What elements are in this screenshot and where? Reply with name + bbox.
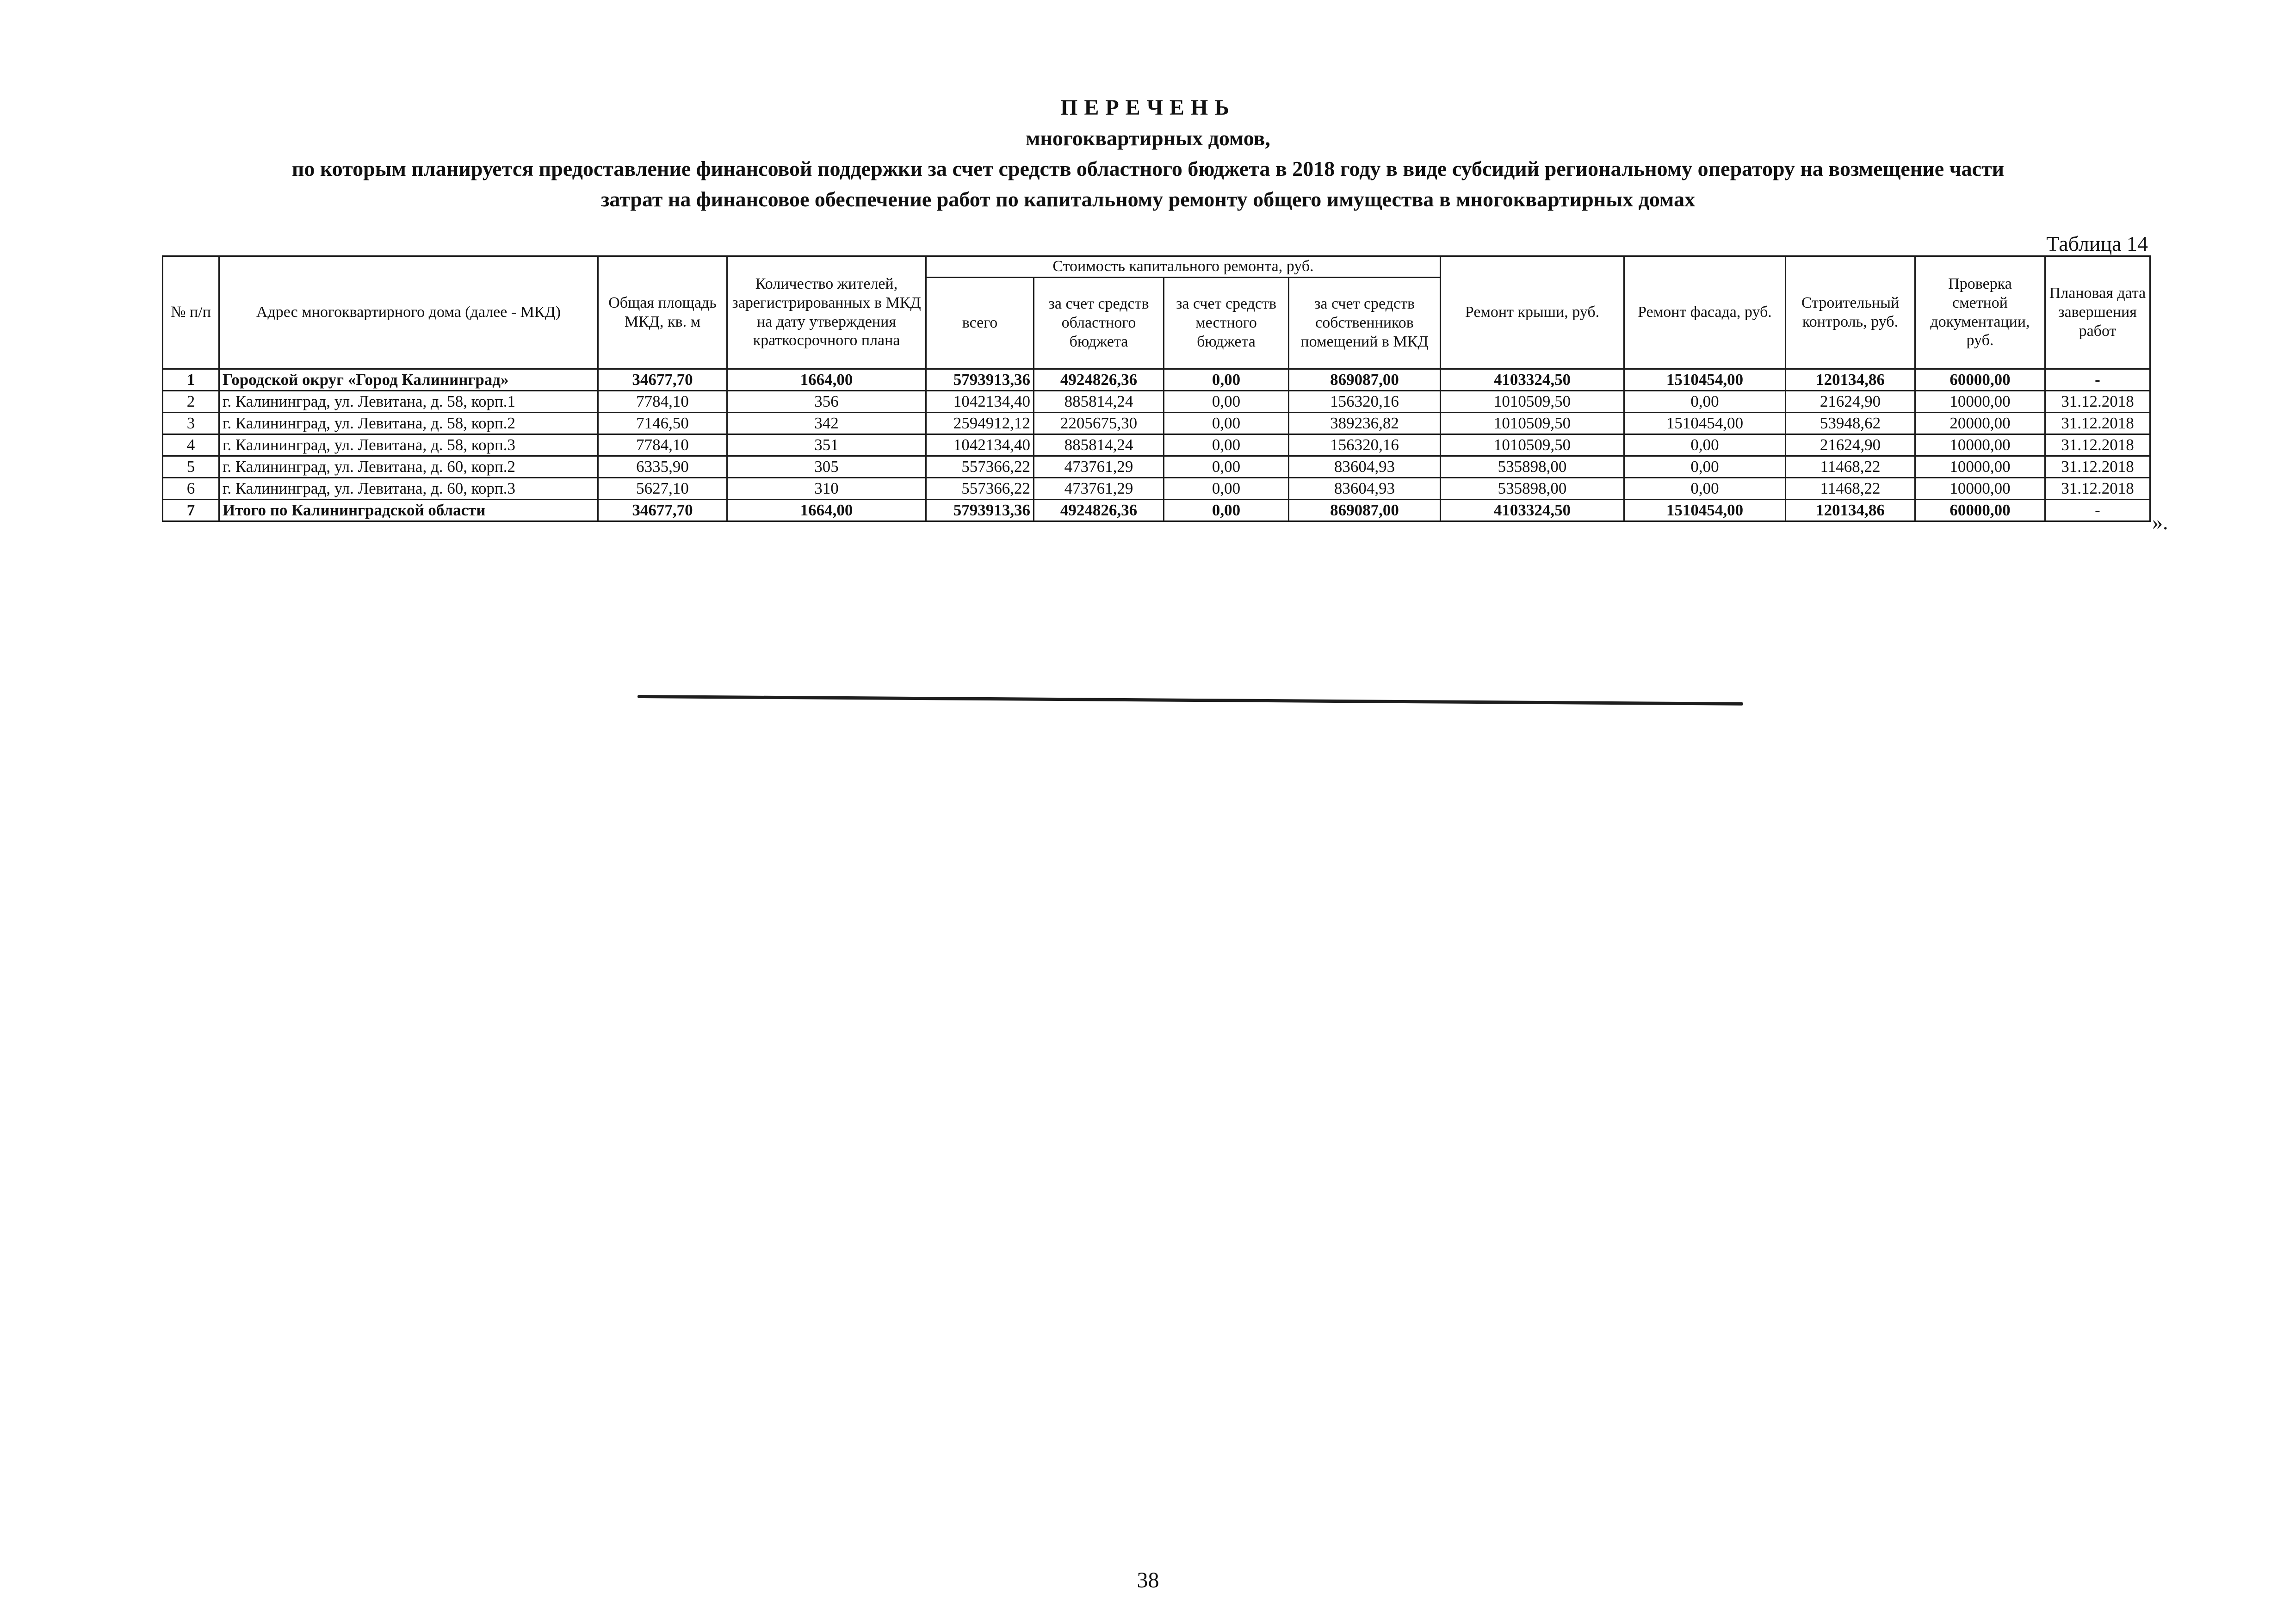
header-estimate: Проверка сметной документации, руб.: [1915, 256, 2045, 369]
table-row: [163, 478, 2150, 500]
cell-area: 7784,10: [598, 391, 727, 413]
cell-completion: 31.12.2018: [2045, 413, 2150, 434]
cell-estimate: 10000,00: [1915, 478, 2045, 500]
cell-control: 11468,22: [1786, 456, 1915, 478]
document-description-line2: затрат на финансовое обеспечение работ по капитальному ремонту общего имущества в многоквартирных домах: [600, 187, 1696, 211]
header-cost-group: Стоимость капитального ремонта, руб.: [926, 256, 1441, 278]
table-row: [163, 434, 2150, 456]
header-roof: Ремонт крыши, руб.: [1441, 256, 1624, 369]
cell-num: 4: [163, 434, 219, 456]
cell-cost-owners: 156320,16: [1289, 391, 1441, 413]
cell-area: 34677,70: [598, 500, 727, 521]
cell-facade: 1510454,00: [1624, 413, 1786, 434]
cell-estimate: 10000,00: [1915, 434, 2045, 456]
cell-residents: 351: [727, 434, 926, 456]
cell-cost-regional: 4924826,36: [1034, 369, 1164, 391]
cell-cost-total: 557366,22: [926, 456, 1034, 478]
cell-cost-total: 557366,22: [926, 478, 1034, 500]
cell-control: 120134,86: [1786, 500, 1915, 521]
cell-roof: 4103324,50: [1441, 369, 1624, 391]
cell-cost-owners: 83604,93: [1289, 456, 1441, 478]
document-subtitle: многоквартирных домов,: [1026, 126, 1270, 150]
cell-control: 53948,62: [1786, 413, 1915, 434]
closing-mark: ».: [2152, 510, 2168, 534]
header-address: Адрес многоквартирного дома (далее - МКД): [219, 256, 598, 369]
cell-roof: 535898,00: [1441, 478, 1624, 500]
table-caption: Таблица 14: [2046, 232, 2148, 255]
cell-roof: 1010509,50: [1441, 413, 1624, 434]
cell-cost-local: 0,00: [1164, 413, 1289, 434]
cell-cost-total: 5793913,36: [926, 369, 1034, 391]
cell-cost-local: 0,00: [1164, 500, 1289, 521]
cell-address: Итого по Калининградской области: [219, 500, 598, 521]
cell-cost-total: 2594912,12: [926, 413, 1034, 434]
cell-num: 1: [163, 369, 219, 391]
page-number: 38: [1137, 1568, 1159, 1592]
cell-cost-owners: 389236,82: [1289, 413, 1441, 434]
cell-control: 21624,90: [1786, 434, 1915, 456]
cell-cost-local: 0,00: [1164, 434, 1289, 456]
cell-area: 34677,70: [598, 369, 727, 391]
cell-control: 21624,90: [1786, 391, 1915, 413]
cell-address: г. Калининград, ул. Левитана, д. 60, корп.2: [219, 456, 598, 478]
cell-estimate: 60000,00: [1915, 500, 2045, 521]
cell-residents: 342: [727, 413, 926, 434]
cell-cost-local: 0,00: [1164, 456, 1289, 478]
cell-address: г. Калининград, ул. Левитана, д. 60, корп.3: [219, 478, 598, 500]
cell-num: 6: [163, 478, 219, 500]
header-cost-owners: за счет средств собственников помещений в МКД: [1289, 278, 1441, 369]
cell-residents: 356: [727, 391, 926, 413]
table-body: [163, 369, 2150, 521]
cell-facade: 1510454,00: [1624, 369, 1786, 391]
cell-completion: 31.12.2018: [2045, 478, 2150, 500]
cell-facade: 0,00: [1624, 434, 1786, 456]
cell-estimate: 20000,00: [1915, 413, 2045, 434]
document-description-line1: по которым планируется предоставление финансовой поддержки за счет средств областного бюджета в 2018 году в виде субсидий региональному оператору на возмещение части: [291, 157, 2005, 180]
cell-roof: 4103324,50: [1441, 500, 1624, 521]
cell-residents: 1664,00: [727, 500, 926, 521]
cell-estimate: 60000,00: [1915, 369, 2045, 391]
cell-cost-owners: 156320,16: [1289, 434, 1441, 456]
header-residents: Количество жителей, зарегистрированных в МКД на дату утверждения краткосрочного плана: [727, 256, 926, 369]
cell-cost-local: 0,00: [1164, 478, 1289, 500]
cell-facade: 0,00: [1624, 391, 1786, 413]
header-facade: Ремонт фасада, руб.: [1624, 256, 1786, 369]
cell-cost-regional: 2205675,30: [1034, 413, 1164, 434]
cell-cost-regional: 473761,29: [1034, 478, 1164, 500]
cell-control: 120134,86: [1786, 369, 1915, 391]
cell-cost-total: 1042134,40: [926, 391, 1034, 413]
cell-residents: 310: [727, 478, 926, 500]
cell-roof: 535898,00: [1441, 456, 1624, 478]
cell-facade: 0,00: [1624, 478, 1786, 500]
header-area: Общая площадь МКД, кв. м: [598, 256, 727, 369]
cell-area: 7146,50: [598, 413, 727, 434]
cell-roof: 1010509,50: [1441, 391, 1624, 413]
cell-num: 2: [163, 391, 219, 413]
cell-completion: 31.12.2018: [2045, 391, 2150, 413]
header-cost-total: всего: [926, 278, 1034, 369]
separator-line: [637, 695, 1743, 706]
cell-estimate: 10000,00: [1915, 456, 2045, 478]
cell-cost-local: 0,00: [1164, 391, 1289, 413]
header-control: Строительный контроль, руб.: [1786, 256, 1915, 369]
cell-area: 6335,90: [598, 456, 727, 478]
cell-address: г. Калининград, ул. Левитана, д. 58, корп.3: [219, 434, 598, 456]
cell-address: г. Калининград, ул. Левитана, д. 58, корп.1: [219, 391, 598, 413]
cell-num: 5: [163, 456, 219, 478]
cell-facade: 1510454,00: [1624, 500, 1786, 521]
table-row: [163, 369, 2150, 391]
cell-completion: 31.12.2018: [2045, 456, 2150, 478]
cell-area: 7784,10: [598, 434, 727, 456]
cell-facade: 0,00: [1624, 456, 1786, 478]
cell-cost-regional: 4924826,36: [1034, 500, 1164, 521]
cell-estimate: 10000,00: [1915, 391, 2045, 413]
cell-cost-total: 5793913,36: [926, 500, 1034, 521]
cell-cost-owners: 869087,00: [1289, 369, 1441, 391]
table-row: [163, 500, 2150, 521]
cell-cost-regional: 473761,29: [1034, 456, 1164, 478]
cell-cost-regional: 885814,24: [1034, 434, 1164, 456]
header-num: № п/п: [163, 256, 219, 369]
cell-residents: 1664,00: [727, 369, 926, 391]
cell-num: 3: [163, 413, 219, 434]
cell-cost-regional: 885814,24: [1034, 391, 1164, 413]
header-completion: Плановая дата завершения работ: [2045, 256, 2150, 369]
table-row: [163, 413, 2150, 434]
cell-cost-local: 0,00: [1164, 369, 1289, 391]
cell-residents: 305: [727, 456, 926, 478]
cell-cost-total: 1042134,40: [926, 434, 1034, 456]
cell-completion: -: [2045, 369, 2150, 391]
table-row: [163, 391, 2150, 413]
header-cost-local: за счет средств местного бюджета: [1164, 278, 1289, 369]
cell-cost-owners: 83604,93: [1289, 478, 1441, 500]
cell-completion: -: [2045, 500, 2150, 521]
cell-cost-owners: 869087,00: [1289, 500, 1441, 521]
header-cost-regional: за счет средств областного бюджета: [1034, 278, 1164, 369]
cell-address: г. Калининград, ул. Левитана, д. 58, корп.2: [219, 413, 598, 434]
cell-num: 7: [163, 500, 219, 521]
cell-address: Городской округ «Город Калининград»: [219, 369, 598, 391]
cell-control: 11468,22: [1786, 478, 1915, 500]
cell-roof: 1010509,50: [1441, 434, 1624, 456]
document-title: ПЕРЕЧЕНЬ: [1060, 95, 1236, 120]
cell-completion: 31.12.2018: [2045, 434, 2150, 456]
cell-area: 5627,10: [598, 478, 727, 500]
table-row: [163, 456, 2150, 478]
houses-table: [162, 255, 2151, 522]
